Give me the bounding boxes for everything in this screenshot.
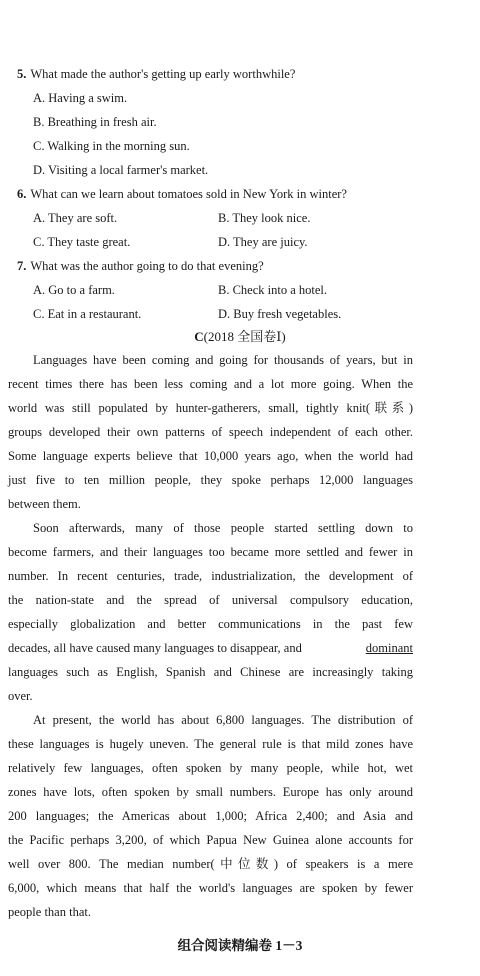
option-7a[interactable]: A. Go to a farm. <box>33 283 115 297</box>
passage-line: these languages is hugely uneven. The general rule is that mild zones have <box>8 737 413 751</box>
passage-line: people than that. <box>8 905 91 919</box>
question-number: 5. <box>17 67 27 81</box>
underlined-word: dominant <box>365 641 413 655</box>
passage-heading <box>0 329 480 345</box>
passage-line: Some language experts believe that 10,000 years ago, when the world had <box>8 449 413 463</box>
passage-letter: C <box>194 329 204 344</box>
question-5 <box>17 66 295 82</box>
passage-line: 6,000, which means that half the world's languages are spoken by fewer <box>8 881 413 895</box>
passage-source: (2018 全国卷Ⅰ) <box>203 329 286 344</box>
passage-line: Soon afterwards, many of those people started settling down to <box>33 521 413 535</box>
question-text: What was the author going to do that evening? <box>30 259 264 273</box>
question-number: 6. <box>17 187 27 201</box>
option-7b[interactable]: B. Check into a hotel. <box>218 283 328 297</box>
passage-line-text: decades, all have caused many languages to disappear, and <box>8 641 302 655</box>
passage-line: become farmers, and their languages too became more settled and fewer in <box>8 545 413 559</box>
passage-line: the Pacific perhaps 3,200, of which Papua New Guinea alone accounts for <box>8 833 413 847</box>
passage-line: At present, the world has about 6,800 languages. The distribution of <box>33 713 413 727</box>
passage-line: number. In recent centuries, trade, industrialization, the development of <box>8 569 413 583</box>
page-footer: 组合阅读精编卷 1－3 <box>177 938 303 953</box>
option-5c[interactable]: C. Walking in the morning sun. <box>33 139 190 153</box>
passage-line: especially globalization and better communications in the past few <box>8 617 413 631</box>
option-6b[interactable]: B. They look nice. <box>218 211 311 225</box>
passage-line: world was still populated by hunter-gatherers, small, tightly knit(联系) <box>8 401 413 415</box>
option-7c[interactable]: C. Eat in a restaurant. <box>33 307 142 321</box>
question-text: What can we learn about tomatoes sold in New York in winter? <box>30 187 347 201</box>
passage-line: relatively few languages, often spoken by many people, while hot, wet <box>8 761 413 775</box>
option-6c[interactable]: C. They taste great. <box>33 235 131 249</box>
passage-line: groups developed their own patterns of speech independent of each other. <box>8 425 413 439</box>
option-5a[interactable]: A. Having a swim. <box>33 91 128 105</box>
passage-line: the nation-state and the spread of universal compulsory education, <box>8 593 413 607</box>
question-text: What made the author's getting up early worthwhile? <box>30 67 296 81</box>
option-6a[interactable]: A. They are soft. <box>33 211 118 225</box>
option-6d[interactable]: D. They are juicy. <box>218 235 308 249</box>
passage-line: between them. <box>8 497 81 511</box>
question-7 <box>17 258 264 274</box>
question-6 <box>17 186 347 202</box>
passage-line: just five to ten million people, they spoke perhaps 12,000 languages <box>8 473 413 487</box>
passage-line: Languages have been coming and going for thousands of years, but in <box>33 353 413 367</box>
passage-line: well over 800. The median number(中位数) of speakers is a mere <box>8 857 413 871</box>
passage-line: over. <box>8 689 33 703</box>
passage-line: recent times there has been less coming and a lot more going. When the <box>8 377 413 391</box>
option-7d[interactable]: D. Buy fresh vegetables. <box>218 307 342 321</box>
passage-line <box>8 640 413 656</box>
option-5b[interactable]: B. Breathing in fresh air. <box>33 115 157 129</box>
passage-line: zones have lots, often spoken by small numbers. Europe has only around <box>8 785 413 799</box>
passage-line: languages such as English, Spanish and Chinese are increasingly taking <box>8 665 413 679</box>
passage-line: 200 languages; the Americas about 1,000; Africa 2,400; and Asia and <box>8 809 413 823</box>
question-number: 7. <box>17 259 27 273</box>
option-5d[interactable]: D. Visiting a local farmer's market. <box>33 163 209 177</box>
